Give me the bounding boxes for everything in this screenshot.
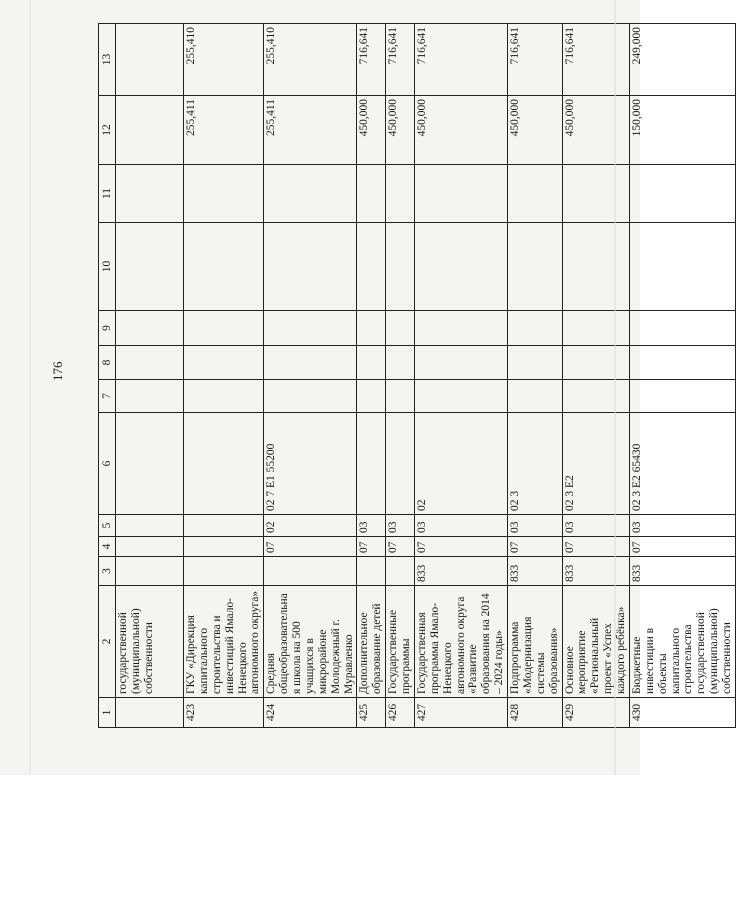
table-cell-col-2: Бюджетные инвестиции в объекты капитального строительства государственной (муниципальной) собственности [629, 586, 735, 698]
table-cell-col-8 [184, 346, 264, 380]
table-cell-col-2: Государственные программы [386, 586, 415, 698]
table-cell-col-13: 716,641 [357, 24, 386, 96]
column-numbers-row [99, 24, 116, 728]
column-header: 1 [99, 698, 116, 728]
table-cell-col-6: 02 [414, 413, 507, 515]
table-cell-col-2: Государственная программа Ямало-Ненецкого автономного округа «Развитие образования на 2014 – 2024 годы» [414, 586, 507, 698]
table-cell-col-8 [508, 346, 563, 380]
table-row [386, 24, 415, 728]
table-row [116, 24, 184, 728]
table-cell-col-8 [414, 346, 507, 380]
table-cell-col-5: 03 [386, 515, 415, 537]
table-cell-col-5: 02 [264, 515, 357, 537]
column-header: 12 [99, 96, 116, 165]
table-cell-col-1: 425 [357, 698, 386, 728]
column-header: 8 [99, 346, 116, 380]
table-cell-col-11 [414, 165, 507, 223]
table-cell-col-8 [264, 346, 357, 380]
table-cell-col-12: 450,000 [414, 96, 507, 165]
table-cell-col-2: Основное мероприятие «Региональный проект «Успех каждого ребёнка» [562, 586, 629, 698]
table-cell-col-10 [357, 223, 386, 311]
table-cell-col-6 [184, 413, 264, 515]
table-cell-col-9 [116, 311, 184, 346]
table-cell-col-7 [386, 380, 415, 413]
table-cell-col-3: 833 [414, 557, 507, 586]
table-cell-col-11 [357, 165, 386, 223]
rotated-table-container [98, 24, 733, 728]
table-cell-col-8 [357, 346, 386, 380]
table-cell-col-12: 450,000 [508, 96, 563, 165]
table-cell-col-13: 255,410 [184, 24, 264, 96]
table-cell-col-9 [386, 311, 415, 346]
table-cell-col-3 [184, 557, 264, 586]
table-cell-col-10 [508, 223, 563, 311]
table-cell-col-6 [116, 413, 184, 515]
table-cell-col-3: 833 [629, 557, 735, 586]
table-cell-col-10 [386, 223, 415, 311]
table-cell-col-9 [629, 311, 735, 346]
table-cell-col-9 [184, 311, 264, 346]
table-cell-col-13: 716,641 [386, 24, 415, 96]
table-cell-col-13: 716,641 [508, 24, 563, 96]
table-cell-col-9 [357, 311, 386, 346]
table-cell-col-12: 255,411 [264, 96, 357, 165]
table-cell-col-2: Подпрограмма «Модернизация системы образования» [508, 586, 563, 698]
table-cell-col-1: 427 [414, 698, 507, 728]
table-row [184, 24, 264, 728]
column-header: 4 [99, 537, 116, 557]
table-cell-col-11 [629, 165, 735, 223]
table-cell-col-5: 03 [508, 515, 563, 537]
column-header: 2 [99, 586, 116, 698]
table-cell-col-1: 430 [629, 698, 735, 728]
table-cell-col-4: 07 [562, 537, 629, 557]
table-cell-col-5: 03 [414, 515, 507, 537]
table-cell-col-7 [508, 380, 563, 413]
table-cell-col-4: 07 [264, 537, 357, 557]
table-cell-col-11 [508, 165, 563, 223]
table-cell-col-13: 716,641 [562, 24, 629, 96]
table-cell-col-4: 07 [357, 537, 386, 557]
table-cell-col-11 [116, 165, 184, 223]
table-cell-col-3: 833 [562, 557, 629, 586]
table-cell-col-11 [562, 165, 629, 223]
budget-table [98, 23, 736, 728]
table-cell-col-6: 02 3 E2 65430 [629, 413, 735, 515]
table-cell-col-11 [264, 165, 357, 223]
table-row [357, 24, 386, 728]
table-cell-col-7 [414, 380, 507, 413]
table-cell-col-7 [629, 380, 735, 413]
page-number: 176 [50, 361, 65, 381]
table-cell-col-4: 07 [386, 537, 415, 557]
table-cell-col-10 [414, 223, 507, 311]
table-cell-col-1: 424 [264, 698, 357, 728]
table-cell-col-1: 429 [562, 698, 629, 728]
table-cell-col-3: 833 [508, 557, 563, 586]
table-cell-col-10 [629, 223, 735, 311]
table-cell-col-6: 02 3 [508, 413, 563, 515]
table-cell-col-13: 249,000 [629, 24, 735, 96]
table-cell-col-12: 450,000 [357, 96, 386, 165]
table-cell-col-5 [184, 515, 264, 537]
column-header: 9 [99, 311, 116, 346]
table-row [508, 24, 563, 728]
table-row [562, 24, 629, 728]
table-cell-col-10 [184, 223, 264, 311]
table-cell-col-3 [116, 557, 184, 586]
table-cell-col-4 [184, 537, 264, 557]
table-cell-col-9 [414, 311, 507, 346]
table-cell-col-5: 03 [357, 515, 386, 537]
table-cell-col-10 [562, 223, 629, 311]
column-header: 5 [99, 515, 116, 537]
table-cell-col-5: 03 [562, 515, 629, 537]
table-cell-col-1: 423 [184, 698, 264, 728]
table-cell-col-2: ГКУ «Дирекция капитального строительства и инвестиций Ямало-Ненецкого автономного округа» [184, 586, 264, 698]
table-cell-col-8 [386, 346, 415, 380]
table-cell-col-5: 03 [629, 515, 735, 537]
table-cell-col-12: 255,411 [184, 96, 264, 165]
table-cell-col-10 [264, 223, 357, 311]
column-header: 3 [99, 557, 116, 586]
table-cell-col-9 [264, 311, 357, 346]
table-cell-col-7 [184, 380, 264, 413]
table-cell-col-3 [386, 557, 415, 586]
table-row [264, 24, 357, 728]
table-cell-col-7 [357, 380, 386, 413]
table-cell-col-11 [386, 165, 415, 223]
table-cell-col-5 [116, 515, 184, 537]
table-cell-col-12: 450,000 [386, 96, 415, 165]
table-cell-col-13 [116, 24, 184, 96]
column-header: 11 [99, 165, 116, 223]
table-cell-col-3 [357, 557, 386, 586]
table-cell-col-8 [116, 346, 184, 380]
table-cell-col-7 [116, 380, 184, 413]
table-cell-col-11 [184, 165, 264, 223]
table-cell-col-13: 716,641 [414, 24, 507, 96]
column-header: 6 [99, 413, 116, 515]
table-cell-col-8 [629, 346, 735, 380]
table-cell-col-4: 07 [629, 537, 735, 557]
table-cell-col-1 [116, 698, 184, 728]
table-cell-col-4: 07 [414, 537, 507, 557]
table-cell-col-6 [386, 413, 415, 515]
table-cell-col-9 [562, 311, 629, 346]
table-cell-col-3 [264, 557, 357, 586]
table-cell-col-2: государственной (муниципальной) собственности [116, 586, 184, 698]
table-cell-col-10 [116, 223, 184, 311]
column-header: 7 [99, 380, 116, 413]
column-header: 10 [99, 223, 116, 311]
table-cell-col-6 [357, 413, 386, 515]
table-cell-col-7 [562, 380, 629, 413]
table-cell-col-12 [116, 96, 184, 165]
table-cell-col-8 [562, 346, 629, 380]
table-cell-col-9 [508, 311, 563, 346]
table-cell-col-4: 07 [508, 537, 563, 557]
table-cell-col-1: 428 [508, 698, 563, 728]
table-cell-col-7 [264, 380, 357, 413]
table-row [414, 24, 507, 728]
table-row [629, 24, 735, 728]
table-body [116, 24, 736, 728]
table-cell-col-6: 02 3 E2 [562, 413, 629, 515]
table-cell-col-2: Средняя общеобразовательная школа на 500 учащихся в микрорайоне Молодежный г. Муравленко [264, 586, 357, 698]
column-header: 13 [99, 24, 116, 96]
table-cell-col-13: 255,410 [264, 24, 357, 96]
table-cell-col-4 [116, 537, 184, 557]
table-cell-col-1: 426 [386, 698, 415, 728]
table-cell-col-12: 150,000 [629, 96, 735, 165]
table-cell-col-12: 450,000 [562, 96, 629, 165]
table-cell-col-2: Дополнительное образование детей [357, 586, 386, 698]
table-cell-col-6: 02 7 E1 55200 [264, 413, 357, 515]
